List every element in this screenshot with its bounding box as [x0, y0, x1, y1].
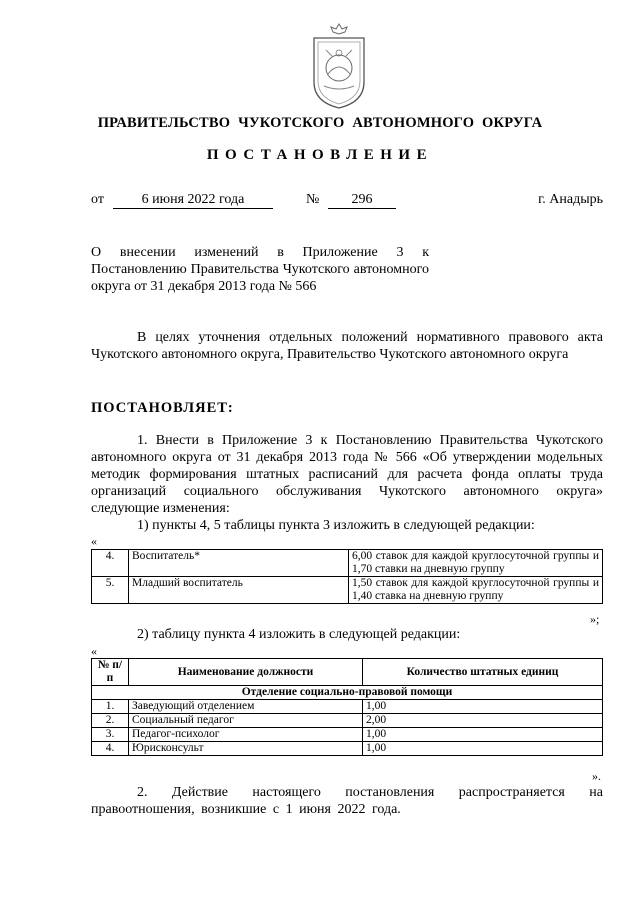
header-position: Наименование должности [129, 659, 363, 686]
row-position: Заведующий отделением [129, 700, 363, 714]
item-1-paragraph: 1. Внести в Приложение 3 к Постановлению Правительства Чукотского автономного округа от 31 декабря 2013 года № 566 «Об утверждении модельных методик формирования штатных расписаний для расчета фонда оплаты труда организаций социального обслуживания Чукотского автономного округа» следующие изменения: [91, 433, 603, 516]
row-number: 4. [92, 742, 129, 756]
organization-title: ПРАВИТЕЛЬСТВО ЧУКОТСКОГО АВТОНОМНОГО ОКРУГА [97, 115, 543, 131]
table-row [92, 577, 603, 604]
coat-of-arms-emblem [302, 20, 376, 112]
row-position: Педагог-психолог [129, 728, 363, 742]
document-subject: О внесении изменений в Приложение 3 к Постановлению Правительства Чукотского автономного округа от 31 декабря 2013 года № 566 [91, 245, 429, 294]
number-sign: № [306, 192, 320, 207]
open-quote-1: « [91, 534, 97, 548]
table-header-row [92, 659, 603, 686]
document-city: г. Анадырь [538, 192, 603, 207]
table-row [92, 550, 603, 577]
preamble-paragraph: В целях уточнения отдельных положений нормативного правового акта Чукотского автономного округа, Правительство Чукотского автономного округа [91, 330, 603, 362]
row-number: 2. [92, 714, 129, 728]
row-quantity: 1,00 [363, 700, 603, 714]
row-number: 5. [92, 577, 129, 604]
subitem-1: 1) пункты 4, 5 таблицы пункта 3 изложить в следующей редакции: [137, 518, 535, 533]
decree-word: ПОСТАНОВЛЯЕТ: [91, 400, 234, 416]
table-legal-aid-department [91, 658, 603, 756]
row-number: 1. [92, 700, 129, 714]
close-quote-1: »; [590, 612, 600, 626]
close-quote-2: ». [592, 769, 601, 783]
row-position: Юрисконсульт [129, 742, 363, 756]
row-number: 4. [92, 550, 129, 577]
header-number: № п/п [92, 659, 129, 686]
table-row [92, 728, 603, 742]
row-position: Младший воспитатель [129, 577, 349, 604]
document-date: 6 июня 2022 года [113, 192, 273, 209]
date-number-line [91, 192, 603, 212]
row-position: Воспитатель* [129, 550, 349, 577]
subitem-2: 2) таблицу пункта 4 изложить в следующей редакции: [137, 627, 461, 642]
row-number: 3. [92, 728, 129, 742]
row-quantity: 2,00 [363, 714, 603, 728]
emblem-icon [302, 20, 376, 112]
table-section-row [92, 686, 603, 700]
row-quantity: 1,00 [363, 728, 603, 742]
row-quantity: 1,00 [363, 742, 603, 756]
item-2-paragraph: 2. Действие настоящего постановления распространяется на правоотношения, возникшие с 1 июня 2022 года. [91, 785, 603, 817]
table-row [92, 742, 603, 756]
header-quantity: Количество штатных единиц [363, 659, 603, 686]
row-quantity: 6,00 ставок для каждой круглосуточной группы и 1,70 ставки на дневную группу [349, 550, 603, 577]
section-title: Отделение социально-правовой помощи [92, 686, 603, 700]
row-position: Социальный педагог [129, 714, 363, 728]
open-quote-2: « [91, 644, 97, 658]
document-type-title: ПОСТАНОВЛЕНИЕ [206, 147, 434, 163]
table-row [92, 700, 603, 714]
row-quantity: 1,50 ставок для каждой круглосуточной группы и 1,40 ставка на дневную группу [349, 577, 603, 604]
table-row [92, 714, 603, 728]
table-staffing-items-4-5 [91, 549, 603, 604]
date-prefix: от [91, 192, 104, 207]
document-number: 296 [328, 192, 396, 209]
